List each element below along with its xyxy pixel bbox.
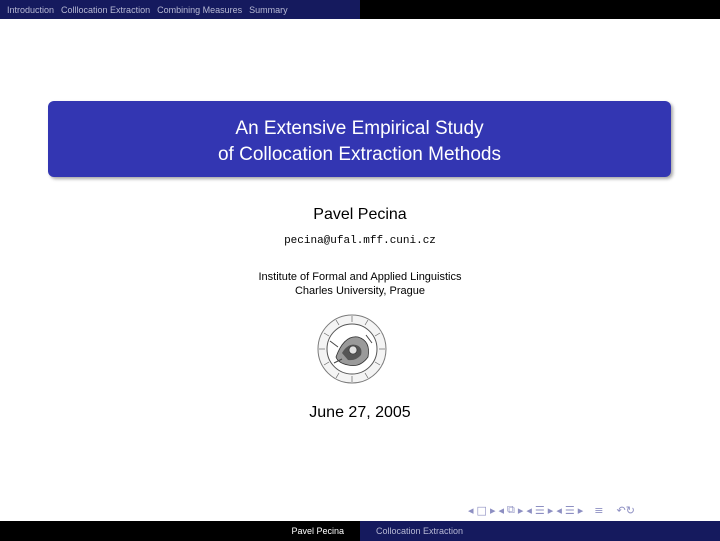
align-icon[interactable]: ≡ bbox=[594, 503, 604, 517]
footer-title: Collocation Extraction bbox=[376, 526, 464, 536]
nav-item-combining-measures[interactable]: Combining Measures bbox=[157, 4, 243, 15]
footer-bar bbox=[0, 521, 720, 541]
title-box bbox=[48, 101, 671, 177]
search-back-forward-icon[interactable]: ↶↻ bbox=[616, 503, 635, 517]
footer-left bbox=[0, 521, 360, 541]
nav-item-collocation-extraction[interactable]: Colllocation Extraction bbox=[61, 4, 151, 15]
nav-right-arrow-icon[interactable]: ▸ bbox=[547, 503, 554, 517]
author-name: Pavel Pecina bbox=[313, 206, 407, 223]
beamer-navigation-icons bbox=[468, 500, 638, 520]
document-icon[interactable]: ☰ bbox=[564, 503, 575, 517]
section-icon[interactable]: ☰ bbox=[534, 503, 545, 517]
slide-title-line-1: An Extensive Empirical Study bbox=[235, 118, 484, 139]
nav-right-arrow-icon[interactable]: ▸ bbox=[577, 503, 584, 517]
nav-left-arrow-icon[interactable]: ◂ bbox=[498, 503, 504, 517]
nav-right-arrow-icon[interactable]: ▸ bbox=[489, 503, 496, 517]
nav-item-introduction[interactable]: Introduction bbox=[7, 4, 55, 15]
institute-line-2: Charles University, Prague bbox=[294, 285, 425, 297]
institute-line-1: Institute of Formal and Applied Linguistics bbox=[258, 271, 462, 283]
subsection-icon[interactable]: ⧉ bbox=[507, 503, 515, 516]
slide-title-line-2: of Collocation Extraction Methods bbox=[217, 144, 502, 165]
presentation-date: June 27, 2005 bbox=[309, 404, 411, 421]
university-seal-logo bbox=[316, 313, 388, 385]
author-email: pecina@ufal.mff.cuni.cz bbox=[284, 235, 436, 247]
nav-right-arrow-icon[interactable]: ▸ bbox=[517, 503, 524, 517]
nav-item-summary[interactable]: Summary bbox=[249, 4, 288, 15]
footer-right bbox=[360, 521, 720, 541]
frame-icon[interactable]: □ bbox=[476, 503, 487, 517]
nav-left-arrow-icon[interactable]: ◂ bbox=[556, 503, 562, 517]
section-navigation bbox=[0, 0, 288, 19]
top-navigation-bar bbox=[0, 0, 720, 19]
nav-left-arrow-icon[interactable]: ◂ bbox=[526, 503, 532, 517]
footer-author: Pavel Pecina bbox=[291, 526, 344, 536]
institute bbox=[0, 270, 720, 298]
nav-left-arrow-icon[interactable]: ◂ bbox=[468, 503, 474, 517]
